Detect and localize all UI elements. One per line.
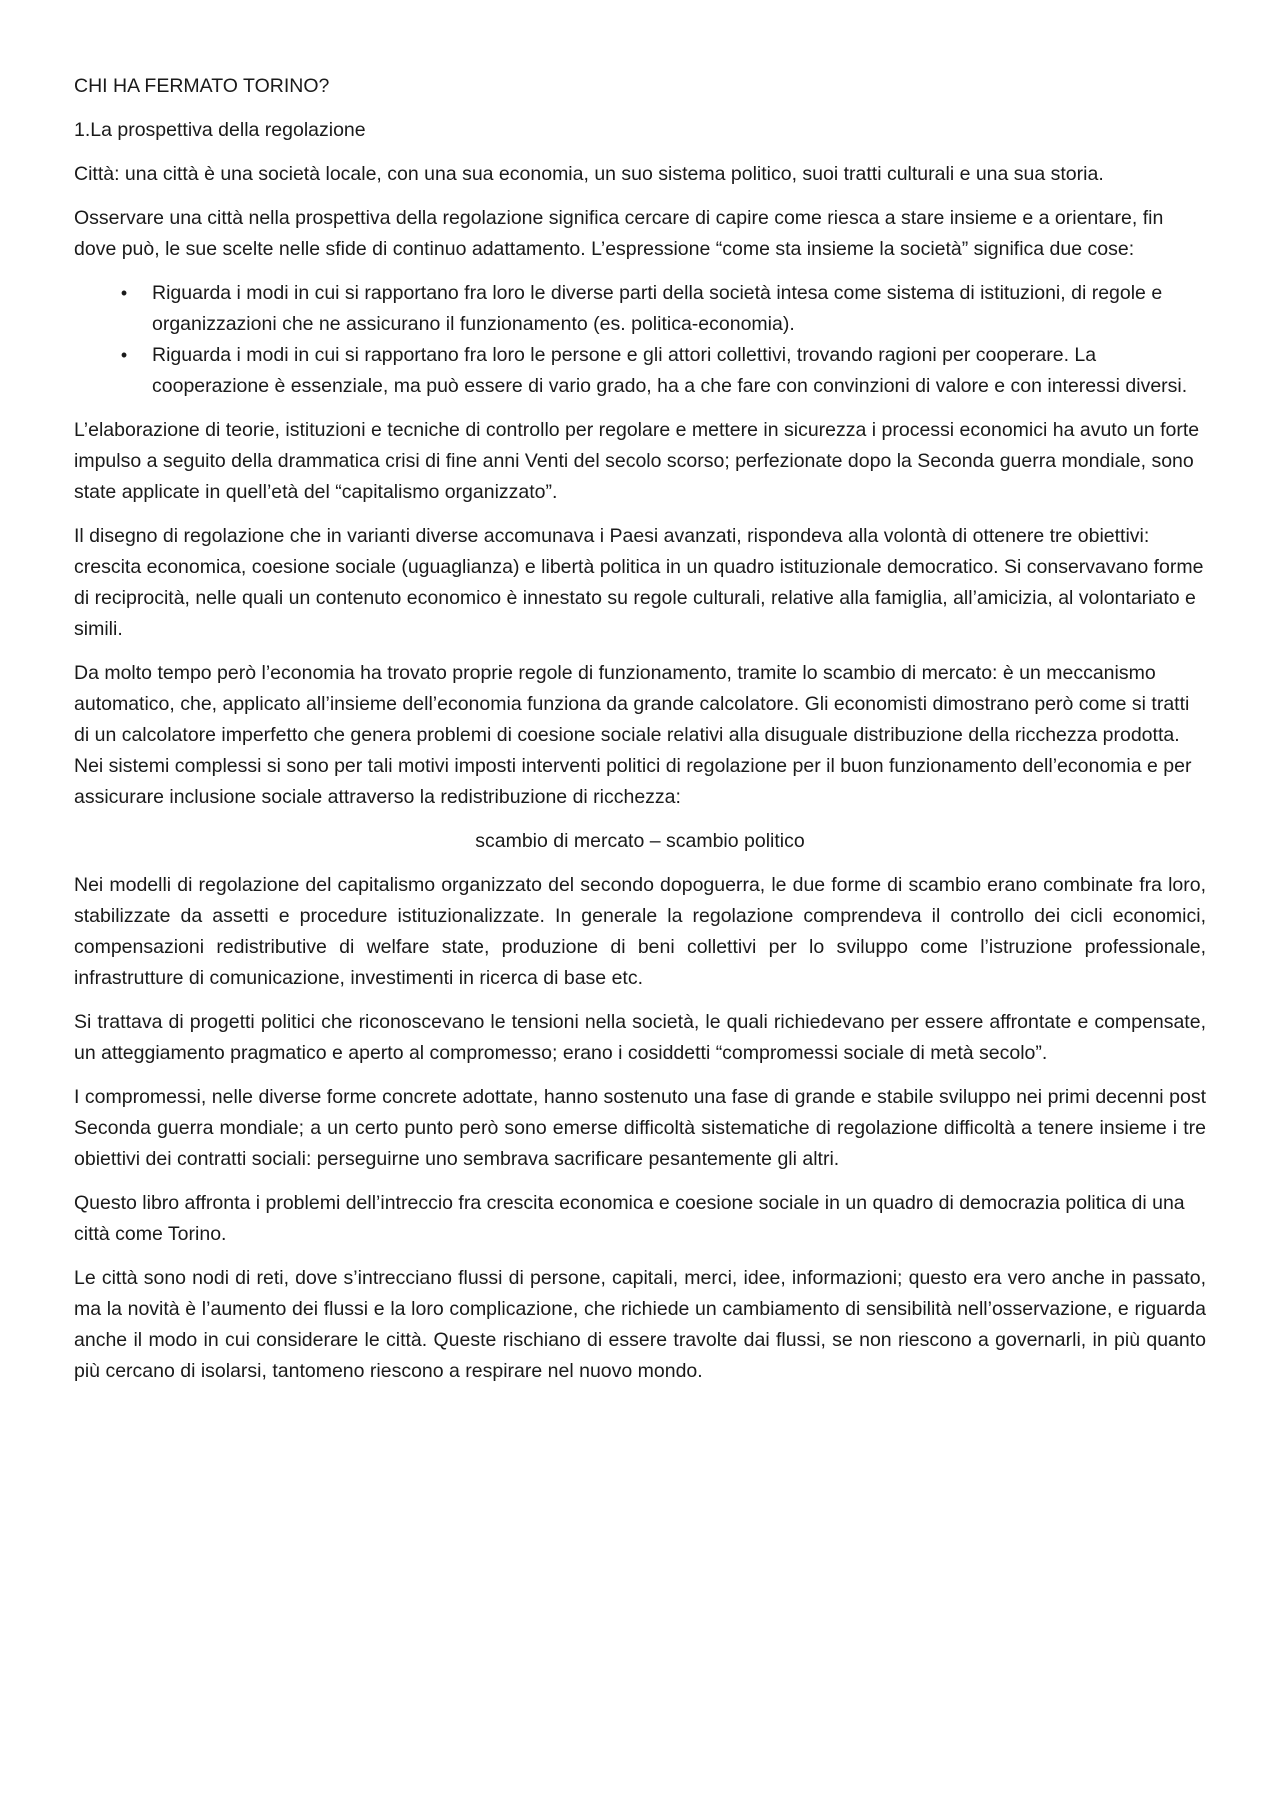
list-item-text: Riguarda i modi in cui si rapportano fra loro le diverse parti della società intesa come sistema di istituzioni, di regole e organizzazioni che ne assicurano il funzionamento (es. politica-economia). (152, 282, 1163, 335)
paragraph-theories-elaboration: L’elaborazione di teorie, istituzioni e tecniche di controllo per regolare e mettere in sicurezza i processi economici ha avuto un forte impulso a seguito della drammatica crisi di fine anni Venti del secolo scorso; perfezionate dopo la Seconda guerra mondiale, sono state applicate in quell’età del “capitalismo organizzato”. (74, 419, 1200, 503)
document-title: CHI HA FERMATO TORINO? (74, 75, 330, 97)
section-heading: 1.La prospettiva della regolazione (74, 119, 366, 141)
bullet-marker: • (120, 345, 128, 365)
paragraph-compromises: I compromessi, nelle diverse forme concrete adottate, hanno sostenuto una fase di grande e stabile sviluppo nei primi decenni post Seconda guerra mondiale; a un certo punto però sono emerse difficoltà sistematiche di regolazione difficoltà a tenere insieme i tre obiettivi dei contratti sociali: perseguirne uno sembrava sacrificare pesantemente gli altri. (74, 1086, 1206, 1170)
paragraph-cities-networks: Le città sono nodi di reti, dove s’intrecciano flussi di persone, capitali, merci, idee, informazioni; questo era vero anche in passato, ma la novità è l’aumento dei flussi e la loro complicazione, che richiede un cambiamento di sensibilità nell’osservazione, e riguarda anche il modo in cui considerare le città. Queste rischiano di essere travolte dai flussi, se non riescono a governarli, in più quanto più cercano di isolarsi, tantomeno riescono a respirare nel nuovo mondo. (74, 1267, 1206, 1382)
paragraph-city-definition: Città: una città è una società locale, con una sua economia, un suo sistema politico, suoi tratti culturali e una sua storia. (74, 163, 1104, 185)
list-item-text: Riguarda i modi in cui si rapportano fra loro le persone e gli attori collettivi, trovando ragioni per cooperare. La cooperazione è essenziale, ma può essere di vario grado, ha a che fare con convinzioni di valore e con interessi diversi. (152, 344, 1188, 397)
paragraph-market-exchange: Da molto tempo però l’economia ha trovato proprie regole di funzionamento, tramite lo scambio di mercato: è un meccanismo automatico, che, applicato all’insieme dell’economia funziona da grande calcolatore. Gli economisti dimostrano però come si tratti di un calcolatore imperfetto che genera problemi di coesione sociale relativi alla disuguale distribuzione della ricchezza prodotta. Nei sistemi complessi si sono per tali motivi imposti interventi politici di regolazione per il buon funzionamento dell’economia e per assicurare inclusione sociale attraverso la redistribuzione di ricchezza: (74, 662, 1192, 808)
paragraph-political-projects: Si trattava di progetti politici che riconoscevano le tensioni nella società, le quali richiedevano per essere affrontate e compensate, un atteggiamento pragmatico e aperto al compromesso; erano i cosiddetti “compromessi sociale di metà secolo”. (74, 1011, 1206, 1064)
paragraph-regulation-design: Il disegno di regolazione che in varianti diverse accomunava i Paesi avanzati, rispondeva alla volontà di ottenere tre obiettivi: crescita economica, coesione sociale (uguaglianza) e libertà politica in un quadro istituzionale democratico. Si conservavano forme di reciprocità, nelle quali un contenuto economico è innestato su regole culturali, relative alla famiglia, all’amicizia, al volontariato e simili. (74, 525, 1204, 640)
bullet-marker: • (120, 283, 128, 303)
centered-formula: scambio di mercato – scambio politico (475, 830, 805, 852)
bullet-list (74, 278, 1206, 402)
paragraph-book-scope: Questo libro affronta i problemi dell’intreccio fra crescita economica e coesione sociale in un quadro di democrazia politica di una città come Torino. (74, 1192, 1185, 1245)
paragraph-regulation-perspective: Osservare una città nella prospettiva della regolazione significa cercare di capire come riesca a stare insieme e a orientare, fin dove può, le sue scelte nelle sfide di continuo adattamento. L’espressione “come sta insieme la società” significa due cose: (74, 207, 1164, 260)
list-item (74, 278, 1206, 340)
list-item (74, 340, 1206, 402)
paragraph-regulation-models: Nei modelli di regolazione del capitalismo organizzato del secondo dopoguerra, le due forme di scambio erano combinate fra loro, stabilizzate da assetti e procedure istituzionalizzate. In generale la regolazione comprendeva il controllo dei cicli economici, compensazioni redistributive di welfare state, produzione di beni collettivi per lo sviluppo come l’istruzione professionale, infrastrutture di comunicazione, investimenti in ricerca di base etc. (74, 874, 1206, 989)
